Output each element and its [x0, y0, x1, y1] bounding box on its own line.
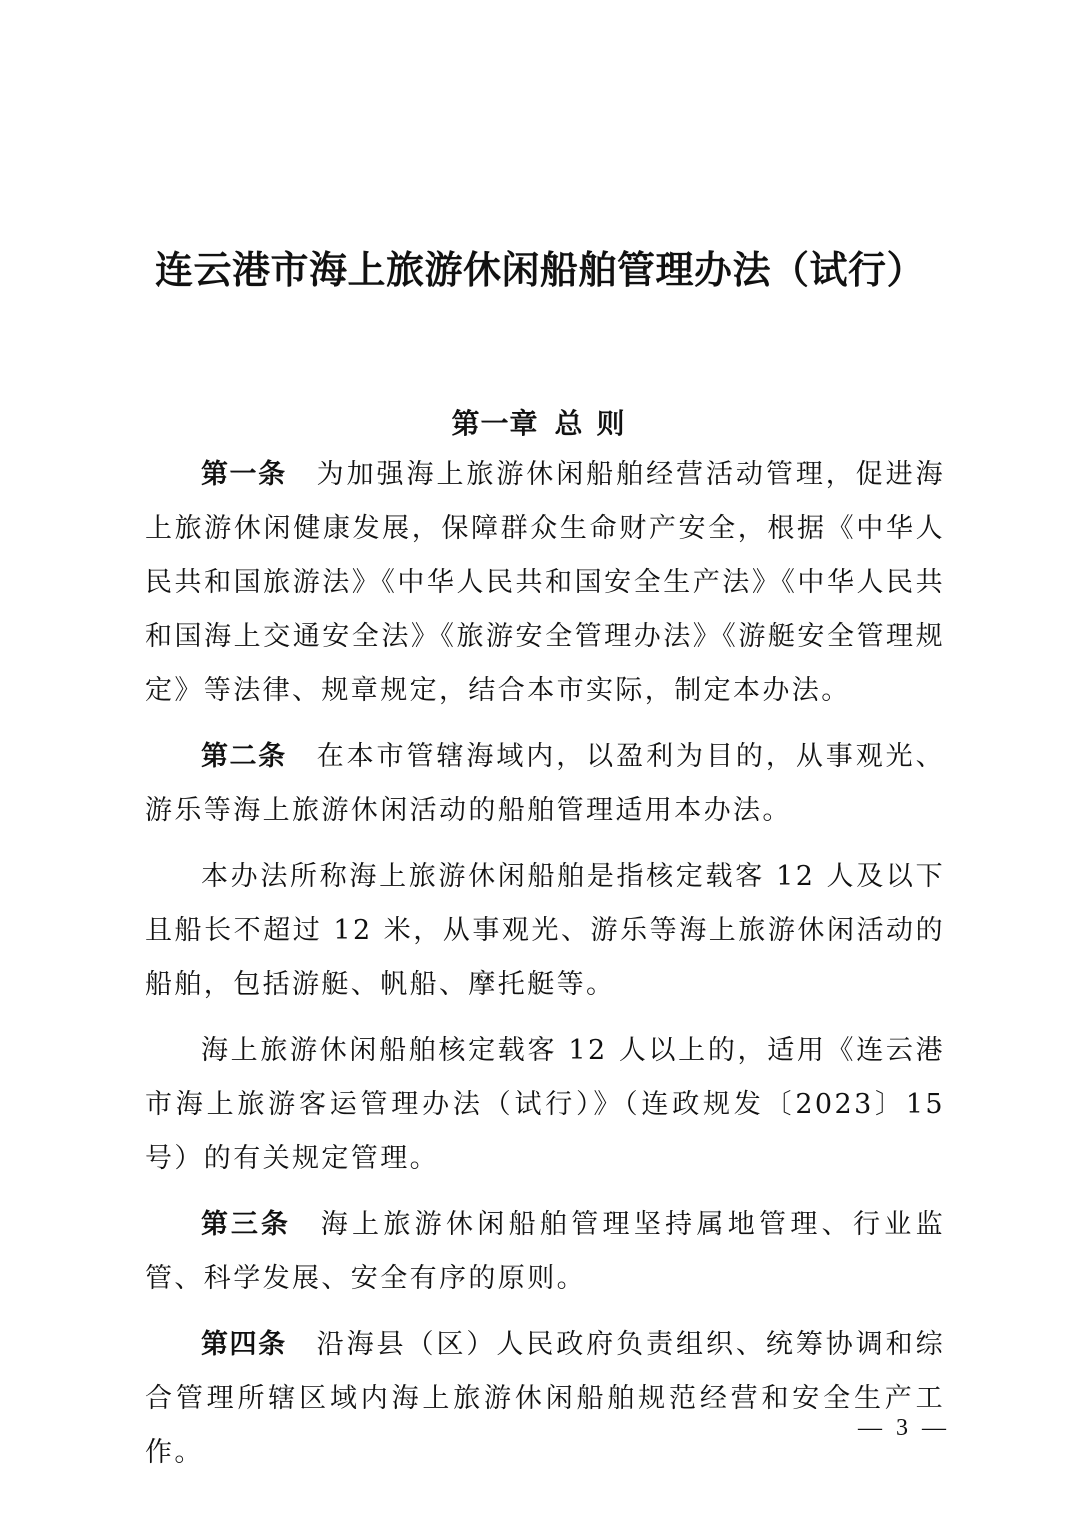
page-number: — 3 —	[858, 1415, 950, 1441]
article-number: 第三条	[201, 1209, 291, 1240]
chapter-name: 总则	[554, 407, 639, 440]
paragraph-text: 海上旅游休闲船舶管理坚持属地管理、行业监管、科学发展、安全有序的原则。	[145, 1209, 946, 1294]
paragraph-text: 本办法所称海上旅游休闲船舶是指核定载客 12 人及以下且船长不超过 12 米，从事观光、游乐等海上旅游休闲活动的船舶，包括游艇、帆船、摩托艇等。	[145, 861, 945, 1000]
paragraph-article-2-clause-3	[145, 1024, 945, 1186]
paragraph-text: 海上旅游休闲船舶核定载客 12 人以上的，适用《连云港市海上旅游客运管理办法（试行）》（连政规发〔2023〕15 号）的有关规定管理。	[145, 1035, 945, 1174]
paragraph-article-4	[145, 1318, 945, 1480]
article-number: 第二条	[201, 741, 287, 772]
paragraph-article-2	[145, 730, 945, 838]
paragraph-text: 为加强海上旅游休闲船舶经营活动管理，促进海上旅游休闲健康发展，保障群众生命财产安全，根据《中华人民共和国旅游法》《中华人民共和国安全生产法》《中华人民共和国海上交通安全法》《旅游安全管理办法》《游艇安全管理规定》等法律、规章规定，结合本市实际，制定本办法。	[145, 459, 946, 706]
article-number: 第四条	[201, 1329, 287, 1360]
document-title: 连云港市海上旅游休闲船舶管理办法（试行）	[154, 248, 925, 292]
article-number: 第一条	[201, 459, 287, 490]
chapter-heading	[0, 400, 1080, 448]
paragraph-article-2-clause-2	[145, 850, 945, 1012]
paragraph-article-1	[145, 448, 945, 718]
paragraph-text: 在本市管辖海域内，以盈利为目的，从事观光、游乐等海上旅游休闲活动的船舶管理适用本办法。	[145, 741, 946, 826]
chapter-number: 第一章	[451, 407, 539, 440]
document-body	[145, 448, 945, 1480]
paragraph-article-3	[145, 1198, 945, 1306]
paragraph-text: 沿海县（区）人民政府负责组织、统筹协调和综合管理所辖区域内海上旅游休闲船舶规范经营和安全生产工作。	[145, 1329, 946, 1468]
